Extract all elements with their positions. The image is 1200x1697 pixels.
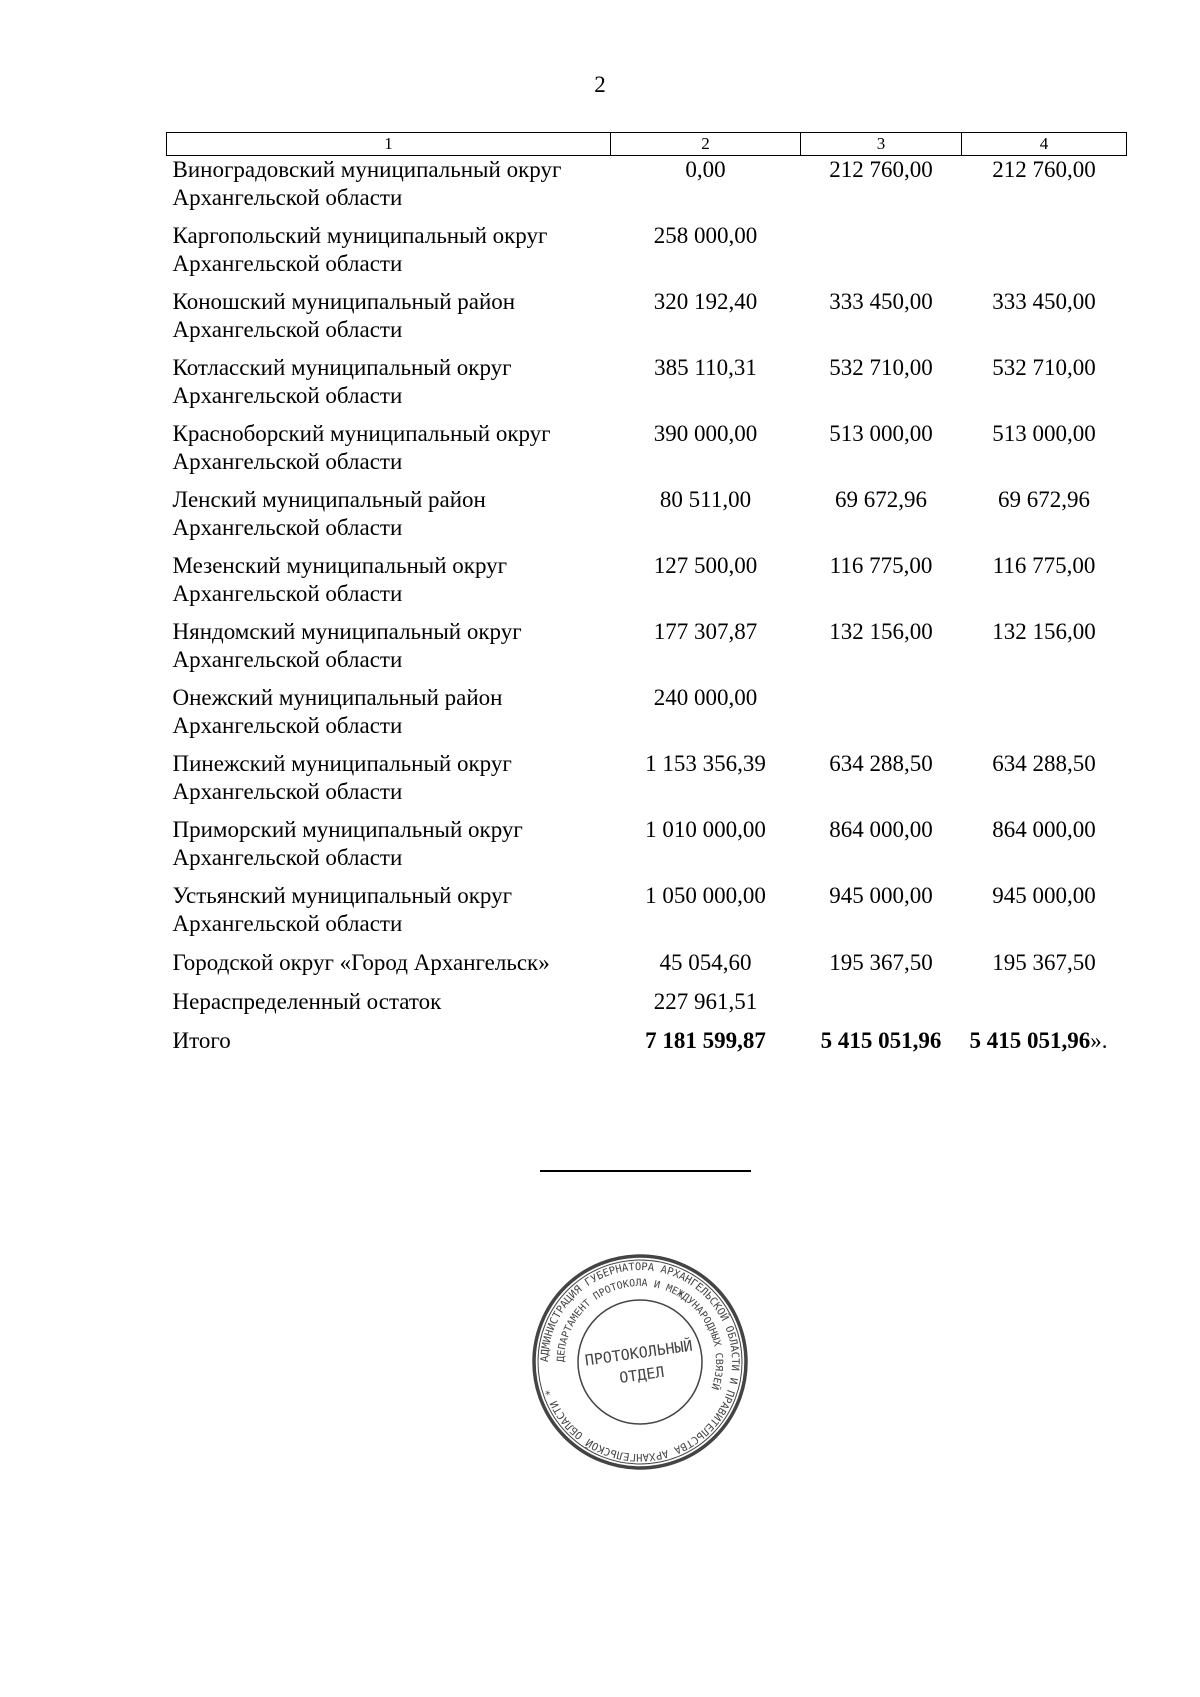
- row-value-col4: 132 156,00: [992, 619, 1096, 644]
- municipality-name-line1: Онежский муниципальный район: [172, 685, 503, 710]
- municipality-name-line2: Архангельской области: [172, 515, 403, 540]
- municipality-name-line1: Приморский муниципальный округ: [172, 817, 523, 842]
- row-value-col2: 385 110,31: [654, 355, 757, 380]
- table-row: [167, 156, 1127, 219]
- row-value-col2: 240 000,00: [653, 685, 758, 710]
- table-row: [167, 416, 1127, 482]
- municipality-name-line1: Ленский муниципальный район: [172, 487, 486, 512]
- municipality-name-line2: Архангельской области: [172, 581, 403, 606]
- row-value-col4: 532 710,00: [992, 355, 1096, 380]
- row-value-col4: 195 367,50: [992, 950, 1096, 975]
- row-value-col4: 333 450,00: [992, 289, 1096, 314]
- table-row: [167, 284, 1127, 350]
- municipality-name-line1: Каргопольский муниципальный округ: [172, 223, 548, 248]
- municipality-name-line1: Мезенский муниципальный округ: [172, 553, 508, 578]
- total-label: Итого: [172, 1028, 231, 1053]
- stamp-outer-text: АДМИНИСТРАЦИЯ ГУБЕРНАТОРА АРХАНГЕЛЬСКОЙ ОБЛАСТИ И ПРАВИТЕЛЬСТВА АРХАНГЕЛЬСКОЙ ОБЛАСТИ *: [538, 1260, 742, 1464]
- municipality-name-line2: Архангельской области: [172, 779, 403, 804]
- municipality-name-line1: Устьянский муниципальный округ: [172, 883, 513, 908]
- row-value-col4: 945 000,00: [992, 883, 1096, 908]
- municipality-name-line1: Коношский муниципальный район: [172, 289, 516, 314]
- row-value-col2: 1 153 356,39: [645, 751, 766, 776]
- municipality-name-line2: Архангельской области: [172, 251, 403, 276]
- municipality-name-line1: Городской округ «Город Архангельск»: [172, 950, 550, 975]
- row-value-col2: 320 192,40: [653, 289, 758, 314]
- table-row: [167, 983, 1127, 1022]
- seal-stamp: [530, 1252, 750, 1472]
- row-municipality-name: [167, 416, 611, 482]
- separator-line: [540, 1170, 751, 1172]
- municipality-name-line1: Пинежский муниципальный округ: [172, 751, 512, 776]
- row-value-col4: 116 775,00: [992, 553, 1096, 578]
- row-value-col4: [962, 983, 1127, 1022]
- table-row: [167, 944, 1127, 983]
- total-value-col4: 5 415 051,96: [969, 1028, 1091, 1053]
- distribution-table: [166, 132, 1127, 1061]
- row-municipality-name: [167, 156, 611, 219]
- row-value-col3: 864 000,00: [829, 817, 933, 842]
- row-value-col2: 390 000,00: [653, 421, 758, 446]
- row-value-col2: 258 000,00: [653, 223, 758, 248]
- municipality-name-line2: Архангельской области: [172, 317, 403, 342]
- total-value-col4-cell: [962, 1022, 1127, 1061]
- municipality-name-line2: Архангельской области: [172, 845, 403, 870]
- row-value-col2: 177 307,87: [653, 619, 758, 644]
- total-value-col2: 7 181 599,87: [645, 1028, 766, 1053]
- municipality-name-line2: Архангельской области: [172, 647, 403, 672]
- row-value-col3: 212 760,00: [829, 157, 933, 182]
- municipality-name-line1: Красноборский муниципальный округ: [172, 421, 551, 446]
- row-value-col3: [801, 983, 962, 1022]
- row-municipality-name: [167, 284, 611, 350]
- stamp-center-line2: ОТДЕЛ: [618, 1362, 666, 1387]
- row-municipality-name: [167, 878, 611, 944]
- table-row: [167, 680, 1127, 746]
- municipality-name-line1: Виноградовский муниципальный округ: [172, 157, 562, 182]
- row-value-col3: 116 775,00: [829, 553, 933, 578]
- header-row: [167, 133, 1127, 156]
- municipality-name-line1: Няндомский муниципальный округ: [172, 619, 522, 644]
- row-value-col3: 513 000,00: [829, 421, 933, 446]
- closing-quote-suffix: ».: [1090, 1028, 1108, 1053]
- row-value-col3: 69 672,96: [835, 487, 927, 512]
- header-col-2: 2: [611, 133, 801, 156]
- row-value-col2: 127 500,00: [653, 553, 758, 578]
- municipality-name-line1: Нераспределенный остаток: [172, 989, 442, 1014]
- table-body: [167, 156, 1127, 1062]
- row-value-col2: 45 054,60: [659, 950, 752, 975]
- row-value-col2: 1 010 000,00: [645, 817, 766, 842]
- municipality-name-line2: Архангельской области: [172, 911, 403, 936]
- table-row: [167, 878, 1127, 944]
- row-value-col3: 132 156,00: [829, 619, 933, 644]
- row-municipality-name: [167, 983, 611, 1022]
- municipality-name-line2: Архангельской области: [172, 449, 403, 474]
- municipality-name-line2: Архангельской области: [172, 713, 403, 738]
- row-value-col4: 69 672,96: [998, 487, 1090, 512]
- row-value-col4: 513 000,00: [992, 421, 1096, 446]
- row-value-col3: 945 000,00: [829, 883, 933, 908]
- table-header: [167, 133, 1127, 156]
- table-row: [167, 812, 1127, 878]
- table-row: [167, 548, 1127, 614]
- row-municipality-name: [167, 218, 611, 284]
- row-value-col4: 864 000,00: [992, 817, 1096, 842]
- total-value-col3: 5 415 051,96: [820, 1028, 942, 1053]
- row-value-col3: [801, 218, 962, 284]
- row-value-col2: 80 511,00: [659, 487, 752, 512]
- row-value-col2: 1 050 000,00: [645, 883, 766, 908]
- row-municipality-name: [167, 944, 611, 983]
- municipality-name-line2: Архангельской области: [172, 383, 403, 408]
- row-municipality-name: [167, 746, 611, 812]
- header-col-3: 3: [801, 133, 962, 156]
- header-col-1: 1: [167, 133, 611, 156]
- row-municipality-name: [167, 680, 611, 746]
- row-value-col4: [962, 680, 1127, 746]
- row-value-col4: 634 288,50: [992, 751, 1096, 776]
- table-row: [167, 482, 1127, 548]
- row-value-col3: 532 710,00: [829, 355, 933, 380]
- stamp-center-line1: ПРОТОКОЛЬНЫЙ: [583, 1336, 694, 1370]
- table-row: [167, 614, 1127, 680]
- row-municipality-name: [167, 482, 611, 548]
- table-row: [167, 218, 1127, 284]
- stamp-inner-text: ДЕПАРТАМЕНТ ПРОТОКОЛА И МЕЖДУНАРОДНЫХ СВЯЗЕЙ: [555, 1277, 725, 1391]
- row-value-col2: 0,00: [685, 157, 726, 182]
- table-row: [167, 350, 1127, 416]
- page-number: 2: [594, 72, 606, 97]
- row-municipality-name: [167, 548, 611, 614]
- row-value-col4: 212 760,00: [992, 157, 1096, 182]
- municipality-name-line1: Котласский муниципальный округ: [172, 355, 512, 380]
- row-value-col2: 227 961,51: [653, 989, 758, 1014]
- total-row: [167, 1022, 1127, 1061]
- row-value-col3: 195 367,50: [829, 950, 933, 975]
- row-municipality-name: [167, 812, 611, 878]
- row-value-col3: [801, 680, 962, 746]
- row-value-col4: [962, 218, 1127, 284]
- header-col-4: 4: [962, 133, 1127, 156]
- table-row: [167, 746, 1127, 812]
- row-municipality-name: [167, 350, 611, 416]
- row-value-col3: 333 450,00: [829, 289, 933, 314]
- row-value-col3: 634 288,50: [829, 751, 933, 776]
- row-municipality-name: [167, 614, 611, 680]
- municipality-name-line2: Архангельской области: [172, 185, 403, 210]
